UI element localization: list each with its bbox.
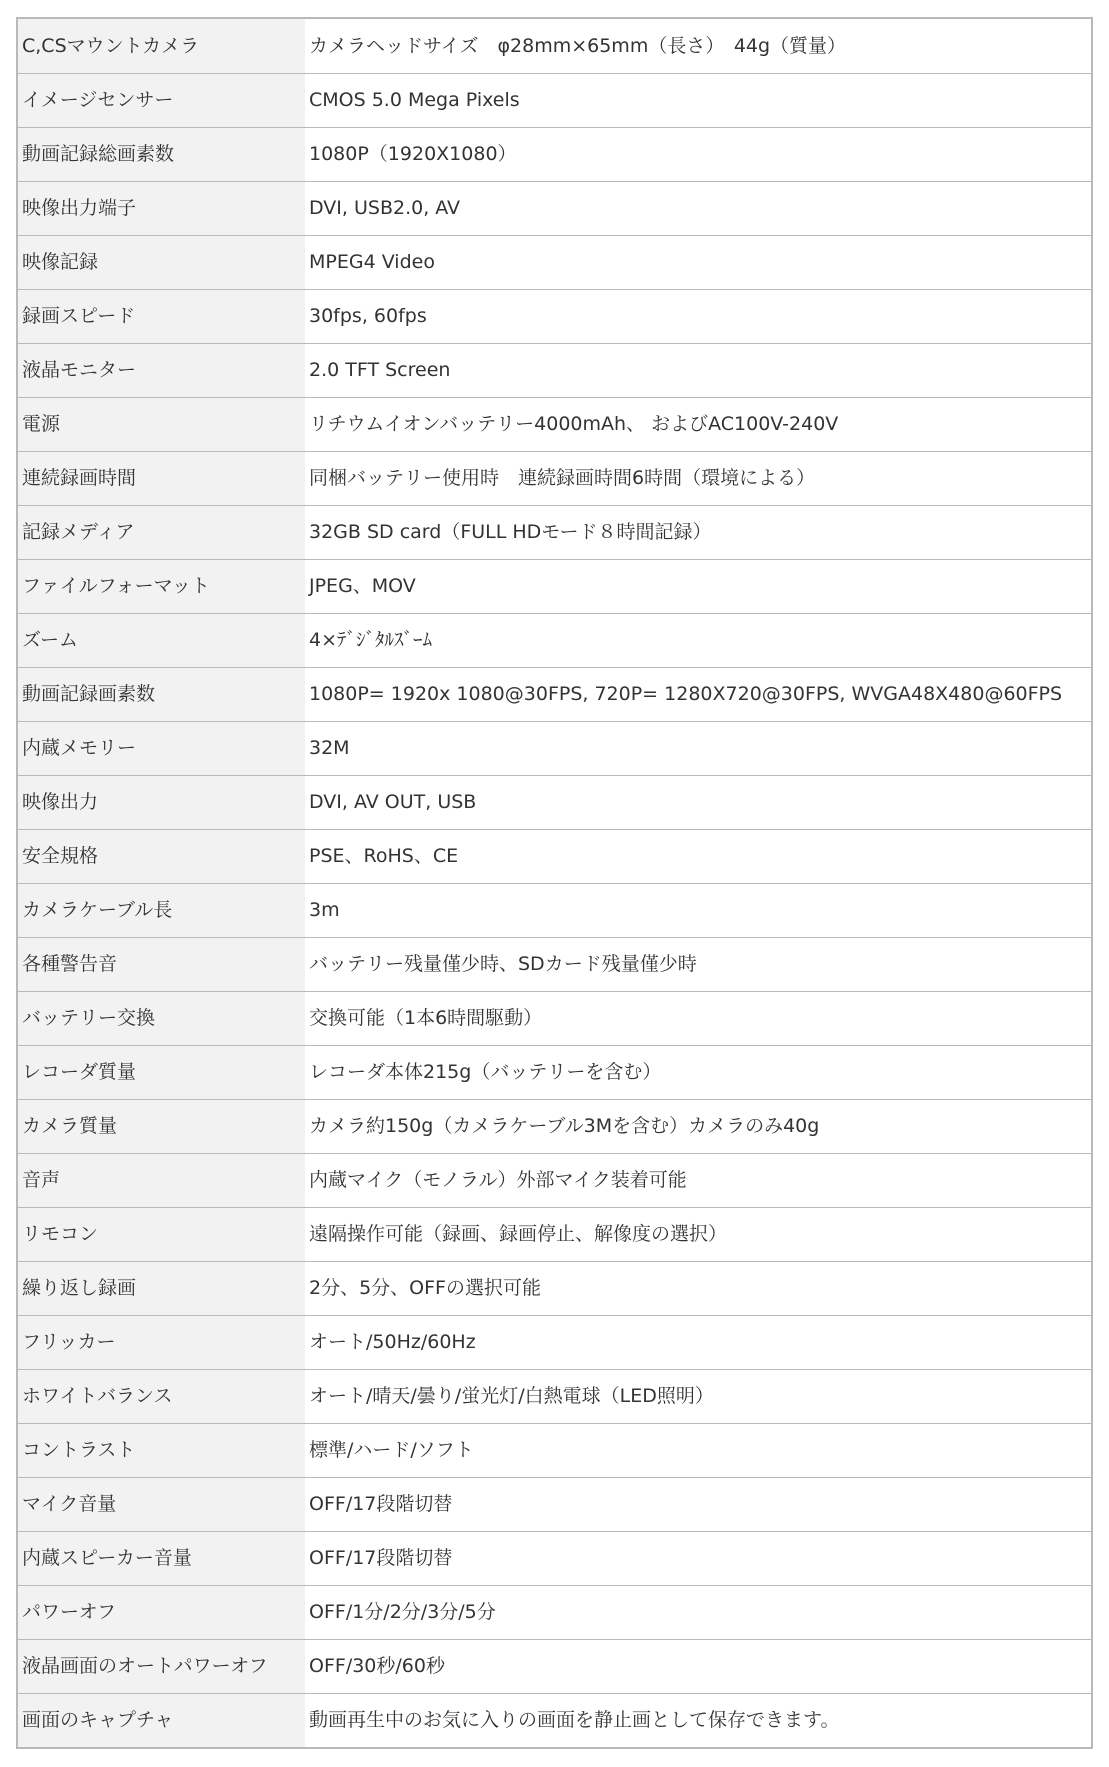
spec-row [18,451,1091,505]
spec-row [18,829,1091,883]
spec-value: 32M [305,721,1091,775]
spec-value: 30fps, 60fps [305,289,1091,343]
spec-label: 録画スピード [18,289,305,343]
spec-row [18,73,1091,127]
spec-value: 同梱バッテリー使用時 連続録画時間6時間（環境による） [305,451,1091,505]
spec-row [18,559,1091,613]
spec-label: リモコン [18,1207,305,1261]
spec-row [18,1153,1091,1207]
spec-row [18,775,1091,829]
spec-row [18,1585,1091,1639]
spec-label: 記録メディア [18,505,305,559]
spec-label: イメージセンサー [18,73,305,127]
spec-row [18,883,1091,937]
spec-label: マイク音量 [18,1477,305,1531]
spec-label: 内蔵スピーカー音量 [18,1531,305,1585]
spec-label: 動画記録総画素数 [18,127,305,181]
spec-label: 映像出力 [18,775,305,829]
spec-value: レコーダ本体215g（バッテリーを含む） [305,1045,1091,1099]
spec-label: 音声 [18,1153,305,1207]
spec-row [18,1261,1091,1315]
spec-table-container [16,17,1093,1749]
spec-label: レコーダ質量 [18,1045,305,1099]
spec-row [18,1639,1091,1693]
spec-value: 遠隔操作可能（録画、録画停止、解像度の選択） [305,1207,1091,1261]
spec-value: MPEG4 Video [305,235,1091,289]
spec-value: 4×ﾃﾞｼﾞﾀﾙｽﾞｰﾑ [305,613,1091,667]
spec-row [18,1531,1091,1585]
spec-value: 動画再生中のお気に入りの画面を静止画として保存できます。 [305,1693,1091,1747]
spec-label: 映像出力端子 [18,181,305,235]
spec-label: 内蔵メモリー [18,721,305,775]
spec-value: OFF/30秒/60秒 [305,1639,1091,1693]
spec-label: 各種警告音 [18,937,305,991]
spec-value: OFF/1分/2分/3分/5分 [305,1585,1091,1639]
spec-row [18,667,1091,721]
spec-label: カメラ質量 [18,1099,305,1153]
spec-label: ズーム [18,613,305,667]
spec-value: PSE、RoHS、CE [305,829,1091,883]
spec-value: カメラ約150g（カメラケーブル3Mを含む）カメラのみ40g [305,1099,1091,1153]
spec-row [18,937,1091,991]
spec-row [18,1693,1091,1747]
spec-value: バッテリー残量僅少時、SDカード残量僅少時 [305,937,1091,991]
spec-row [18,289,1091,343]
spec-label: バッテリー交換 [18,991,305,1045]
spec-row [18,343,1091,397]
spec-label: コントラスト [18,1423,305,1477]
spec-value: 2分、5分、OFFの選択可能 [305,1261,1091,1315]
spec-label: カメラケーブル長 [18,883,305,937]
spec-label: 映像記録 [18,235,305,289]
spec-row [18,613,1091,667]
spec-value: 内蔵マイク（モノラル）外部マイク装着可能 [305,1153,1091,1207]
spec-value: DVI, AV OUT, USB [305,775,1091,829]
spec-value: 3m [305,883,1091,937]
spec-value: 1080P（1920X1080） [305,127,1091,181]
spec-table-body [18,19,1091,1747]
spec-label: ファイルフォーマット [18,559,305,613]
spec-table [18,19,1091,1747]
spec-value: OFF/17段階切替 [305,1477,1091,1531]
spec-label: パワーオフ [18,1585,305,1639]
spec-label: 電源 [18,397,305,451]
spec-value: 標準/ハード/ソフト [305,1423,1091,1477]
spec-value: オート/50Hz/60Hz [305,1315,1091,1369]
spec-row [18,505,1091,559]
spec-value: OFF/17段階切替 [305,1531,1091,1585]
spec-row [18,1045,1091,1099]
spec-row [18,1207,1091,1261]
spec-value: カメラヘッドサイズ φ28mm×65mm（長さ） 44g（質量） [305,19,1091,73]
spec-row [18,181,1091,235]
spec-row [18,1423,1091,1477]
spec-value: CMOS 5.0 Mega Pixels [305,73,1091,127]
spec-value: 2.0 TFT Screen [305,343,1091,397]
spec-value: 32GB SD card（FULL HDモード８時間記録） [305,505,1091,559]
spec-label: 動画記録画素数 [18,667,305,721]
spec-label: 連続録画時間 [18,451,305,505]
spec-row [18,1369,1091,1423]
spec-row [18,1099,1091,1153]
spec-value: リチウムイオンバッテリー4000mAh、 およびAC100V-240V [305,397,1091,451]
spec-row [18,1477,1091,1531]
spec-row [18,991,1091,1045]
spec-label: C,CSマウントカメラ [18,19,305,73]
spec-row [18,235,1091,289]
spec-label: 安全規格 [18,829,305,883]
spec-row [18,397,1091,451]
spec-value: 1080P= 1920x 1080@30FPS, 720P= 1280X720@30FPS, WVGA48X480@60FPS [305,667,1091,721]
spec-label: 液晶画面のオートパワーオフ [18,1639,305,1693]
spec-row [18,127,1091,181]
spec-label: 繰り返し録画 [18,1261,305,1315]
spec-label: 液晶モニター [18,343,305,397]
spec-row [18,1315,1091,1369]
spec-value: DVI, USB2.0, AV [305,181,1091,235]
spec-label: フリッカー [18,1315,305,1369]
spec-row [18,721,1091,775]
spec-label: ホワイトバランス [18,1369,305,1423]
spec-row [18,19,1091,73]
spec-value: 交換可能（1本6時間駆動） [305,991,1091,1045]
spec-value: オート/晴天/曇り/蛍光灯/白熱電球（LED照明） [305,1369,1091,1423]
spec-value: JPEG、MOV [305,559,1091,613]
spec-label: 画面のキャプチャ [18,1693,305,1747]
